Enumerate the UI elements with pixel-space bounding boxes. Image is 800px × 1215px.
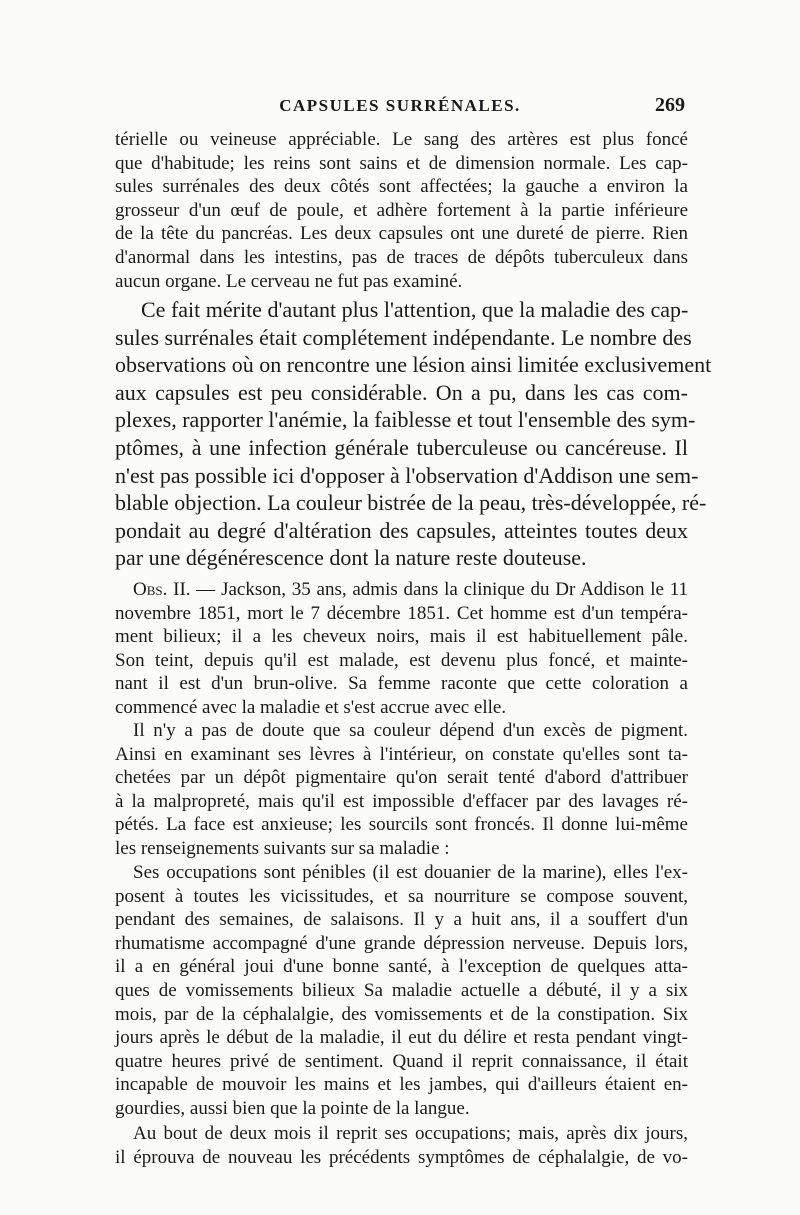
text-line: Son teint, depuis qu'il est malade, est devenu plus foncé, et mainte- — [115, 649, 688, 671]
paragraph-pigment — [115, 719, 688, 861]
text-line: commencé avec la maladie et s'est accrue avec elle. — [115, 696, 507, 718]
text-line: jours après le début de la maladie, il eut du délire et resta pendant vingt- — [115, 1027, 688, 1049]
text-line: que d'habitude; les reins sont sains et de dimension normale. Les cap- — [115, 152, 688, 174]
observation-label: Obs. II. — [133, 579, 191, 600]
page-header — [115, 96, 685, 122]
text-line: d'anormal dans les intestins, pas de traces de dépôts tuberculeux dans — [115, 246, 688, 268]
text-line: térielle ou veineuse appréciable. Le sang des artères est plus foncé — [115, 129, 688, 150]
text-line: ment bilieux; il a les cheveux noirs, mais il est habituellement pâle. — [115, 626, 688, 648]
text-line — [115, 578, 688, 602]
text-line: Au bout de deux mois il reprit ses occupations; mais, après dix jours, — [133, 1123, 688, 1144]
text-line: rhumatisme accompagné d'une grande dépression nerveuse. Depuis lors, — [115, 932, 688, 954]
paragraph-relapse — [115, 1122, 688, 1169]
text-line: les renseignements suivants sur sa maladie : — [115, 837, 450, 859]
text-line: aucun organe. Le cerveau ne fut pas examiné. — [115, 270, 463, 292]
text-line: il a en général joui d'une bonne santé, à l'exception de quelques atta- — [115, 956, 688, 978]
text-line: il éprouva de nouveau les précédents symptômes de céphalalgie, de vo- — [115, 1146, 688, 1168]
text-line: posent à toutes les vicissitudes, et sa nourriture se compose souvent, — [115, 885, 688, 907]
text-line: nant il est d'un brun-olive. Sa femme raconte que cette coloration a — [115, 673, 688, 695]
text-line: chetées par un dépôt pigmentaire qu'on serait tenté d'abord d'attribuer — [115, 767, 688, 789]
text-line: n'est pas possible ici d'opposer à l'observation d'Addison une sem- — [115, 462, 699, 488]
observation-intro: — Jackson, 35 ans, admis dans la clinique du Dr Addison le 11 — [190, 579, 688, 600]
observation-ii — [115, 578, 688, 720]
text-line: Ainsi en examinant ses lèvres à l'intérieur, on constate qu'elles sont ta- — [115, 743, 688, 765]
text-line: à la malpropreté, mais qu'il est impossible d'effacer par des lavages ré- — [115, 790, 688, 812]
text-line: blable objection. La couleur bistrée de la peau, très-développée, ré- — [115, 490, 707, 516]
text-line: ptômes, à une infection générale tuberculeuse ou cancéreuse. Il — [115, 434, 688, 460]
text-line: Il n'y a pas de doute que sa couleur dépend d'un excès de pigment. — [133, 720, 688, 741]
text-line: mois, par de la céphalalgie, des vomissements et de la constipation. Six — [115, 1003, 688, 1025]
paragraph-commentary — [115, 296, 712, 572]
text-line: incapable de mouvoir les mains et les jambes, qui d'ailleurs étaient en- — [115, 1074, 688, 1096]
text-line: observations où on rencontre une lésion ainsi limitée exclusivement — [115, 352, 712, 378]
text-line: sules surrénales des deux côtés sont affectées; la gauche a environ la — [115, 176, 688, 198]
text-line: de la tête du pancréas. Les deux capsules ont une dureté de pierre. Rien — [115, 223, 688, 245]
text-line: grosseur d'un œuf de poule, et adhère fortement à la partie inférieure — [115, 199, 688, 221]
text-line: par une dégénérescence dont la nature reste douteuse. — [115, 545, 587, 571]
text-line: ques de vomissements bilieux Sa maladie actuelle a débuté, il y a six — [115, 979, 688, 1001]
text-line: Ses occupations sont pénibles (il est douanier de la marine), elles l'ex- — [133, 862, 688, 883]
text-line: Ce fait mérite d'autant plus l'attention, que la maladie des cap- — [141, 297, 689, 322]
text-line: pendant des semaines, de salaisons. Il y a huit ans, il a souffert d'un — [115, 909, 688, 931]
text-line: quatre heures privé de sentiment. Quand il reprit connaissance, il était — [115, 1050, 688, 1072]
text-line: novembre 1851, mort le 7 décembre 1851. Cet homme est d'un tempéra- — [115, 602, 688, 624]
text-line: plexes, rapporter l'anémie, la faiblesse et tout l'ensemble des sym- — [115, 407, 696, 433]
text-line: sules surrénales était complétement indépendante. Le nombre des — [115, 324, 692, 350]
running-title: CAPSULES SURRÉNALES. — [279, 96, 521, 115]
text-line: pondait au degré d'altération des capsules, atteintes toutes deux — [115, 517, 688, 543]
text-line: aux capsules est peu considérable. On a pu, dans les cas com- — [115, 379, 688, 405]
text-line: pétés. La face est anxieuse; les sourcils sont froncés. Il donne lui-même — [115, 814, 688, 836]
paragraph-continued-case — [115, 128, 688, 293]
page-number: 269 — [655, 94, 685, 116]
text-line: gourdies, aussi bien que la pointe de la langue. — [115, 1097, 470, 1119]
paragraph-history — [115, 861, 688, 1121]
